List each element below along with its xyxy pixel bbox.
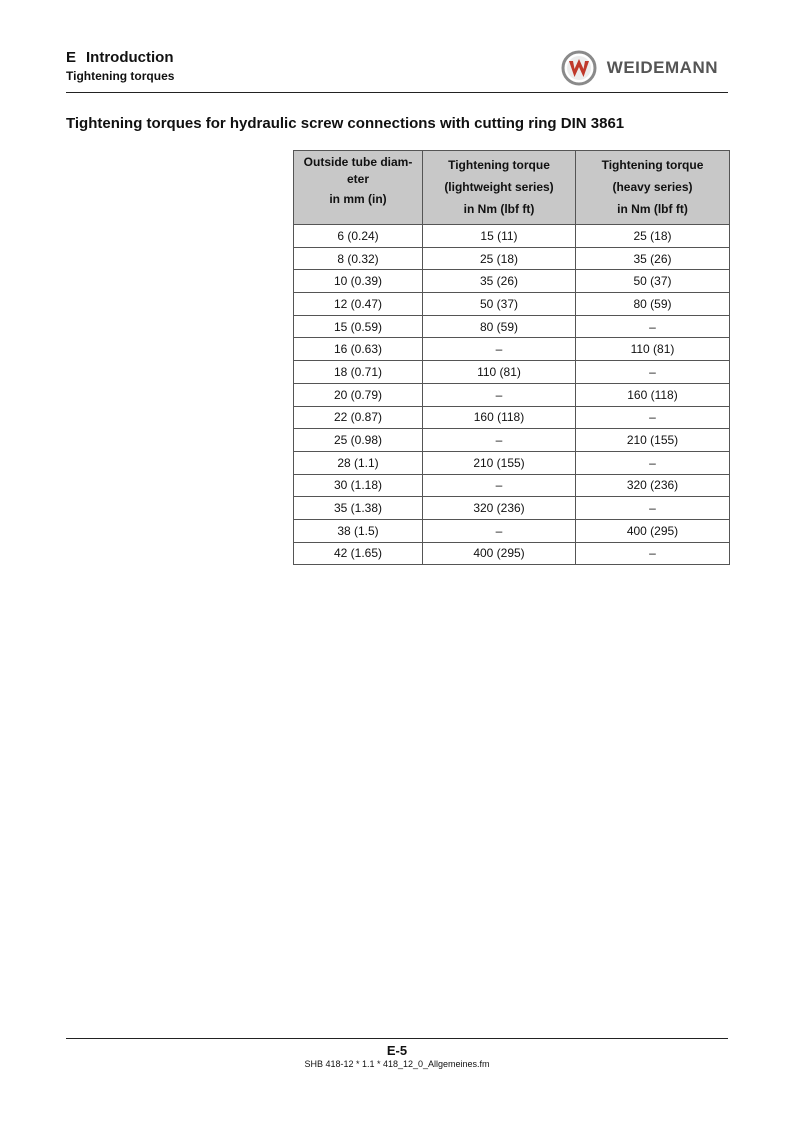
page-footer bbox=[66, 1038, 728, 1069]
table-cell: 35 (26) bbox=[423, 270, 576, 293]
table-cell: 18 (0.71) bbox=[294, 361, 423, 384]
table-row bbox=[294, 383, 730, 406]
chapter-title: Introduction bbox=[86, 49, 174, 66]
table-cell: 320 (236) bbox=[423, 497, 576, 520]
table-cell: 110 (81) bbox=[423, 361, 576, 384]
table-cell: 22 (0.87) bbox=[294, 406, 423, 429]
table-cell: 80 (59) bbox=[576, 293, 730, 316]
table-cell: 80 (59) bbox=[423, 315, 576, 338]
chapter-heading bbox=[66, 49, 174, 66]
brand-logo bbox=[561, 50, 718, 86]
table-row bbox=[294, 293, 730, 316]
table-cell: 12 (0.47) bbox=[294, 293, 423, 316]
table-row bbox=[294, 474, 730, 497]
table-cell: 16 (0.63) bbox=[294, 338, 423, 361]
table-cell: 35 (1.38) bbox=[294, 497, 423, 520]
section-title: Tightening torques bbox=[66, 69, 175, 83]
table-cell: 210 (155) bbox=[423, 451, 576, 474]
table-cell: 28 (1.1) bbox=[294, 451, 423, 474]
table-row bbox=[294, 519, 730, 542]
table-row bbox=[294, 270, 730, 293]
header-line: Tightening torque bbox=[448, 158, 550, 172]
table-cell: – bbox=[576, 497, 730, 520]
table-row bbox=[294, 361, 730, 384]
table-cell: 20 (0.79) bbox=[294, 383, 423, 406]
brand-name: WEIDEMANN bbox=[606, 58, 718, 77]
header-line: Outside tube diam- bbox=[303, 155, 413, 169]
table-cell: 400 (295) bbox=[576, 519, 730, 542]
table-cell: 30 (1.18) bbox=[294, 474, 423, 497]
table-cell: 25 (0.98) bbox=[294, 429, 423, 452]
header-line: (lightweight series) bbox=[444, 180, 554, 194]
table-header-row bbox=[294, 151, 730, 225]
table-row bbox=[294, 225, 730, 248]
header-line: eter bbox=[346, 172, 369, 186]
weidemann-logo-icon bbox=[561, 50, 597, 86]
table-cell: 38 (1.5) bbox=[294, 519, 423, 542]
table-cell: 50 (37) bbox=[576, 270, 730, 293]
chapter-letter: E bbox=[66, 49, 77, 66]
header-tube-diameter bbox=[294, 151, 423, 225]
table-cell: 10 (0.39) bbox=[294, 270, 423, 293]
header-line: Tightening torque bbox=[601, 158, 704, 172]
table-cell: – bbox=[423, 429, 576, 452]
torque-table bbox=[293, 150, 730, 565]
table-cell: – bbox=[423, 338, 576, 361]
table-cell: 160 (118) bbox=[423, 406, 576, 429]
table-cell: 35 (26) bbox=[576, 247, 730, 270]
table-row bbox=[294, 247, 730, 270]
table-row bbox=[294, 451, 730, 474]
table-cell: 50 (37) bbox=[423, 293, 576, 316]
table-cell: – bbox=[576, 451, 730, 474]
table-cell: – bbox=[576, 315, 730, 338]
table-cell: – bbox=[576, 361, 730, 384]
table-row bbox=[294, 315, 730, 338]
table-cell: 42 (1.65) bbox=[294, 542, 423, 565]
table-cell: 210 (155) bbox=[576, 429, 730, 452]
header-line: in Nm (lbf ft) bbox=[617, 202, 688, 216]
table-cell: 15 (0.59) bbox=[294, 315, 423, 338]
table-row bbox=[294, 429, 730, 452]
page-header bbox=[66, 46, 728, 93]
header-heavy-torque bbox=[576, 151, 730, 225]
page-number: E-5 bbox=[386, 1043, 408, 1058]
header-line: (heavy series) bbox=[612, 180, 693, 194]
file-reference: SHB 418-12 * 1.1 * 418_12_0_Allgemeines.fm bbox=[304, 1059, 490, 1069]
table-cell: – bbox=[423, 519, 576, 542]
table-row bbox=[294, 497, 730, 520]
table-cell: 25 (18) bbox=[423, 247, 576, 270]
table-cell: 400 (295) bbox=[423, 542, 576, 565]
table-row bbox=[294, 406, 730, 429]
table-cell: – bbox=[423, 474, 576, 497]
header-line: in mm (in) bbox=[329, 192, 387, 206]
table-cell: 25 (18) bbox=[576, 225, 730, 248]
table-row bbox=[294, 338, 730, 361]
document-title: Tightening torques for hydraulic screw connections with cutting ring DIN 3861 bbox=[66, 115, 625, 132]
table-cell: 8 (0.32) bbox=[294, 247, 423, 270]
table-row bbox=[294, 542, 730, 565]
table-cell: 160 (118) bbox=[576, 383, 730, 406]
table-cell: 15 (11) bbox=[423, 225, 576, 248]
header-lightweight-torque bbox=[423, 151, 576, 225]
table-cell: 110 (81) bbox=[576, 338, 730, 361]
table-cell: – bbox=[423, 383, 576, 406]
table-cell: – bbox=[576, 406, 730, 429]
header-line: in Nm (lbf ft) bbox=[463, 202, 535, 216]
table-cell: 320 (236) bbox=[576, 474, 730, 497]
table-cell: 6 (0.24) bbox=[294, 225, 423, 248]
table-cell: – bbox=[576, 542, 730, 565]
